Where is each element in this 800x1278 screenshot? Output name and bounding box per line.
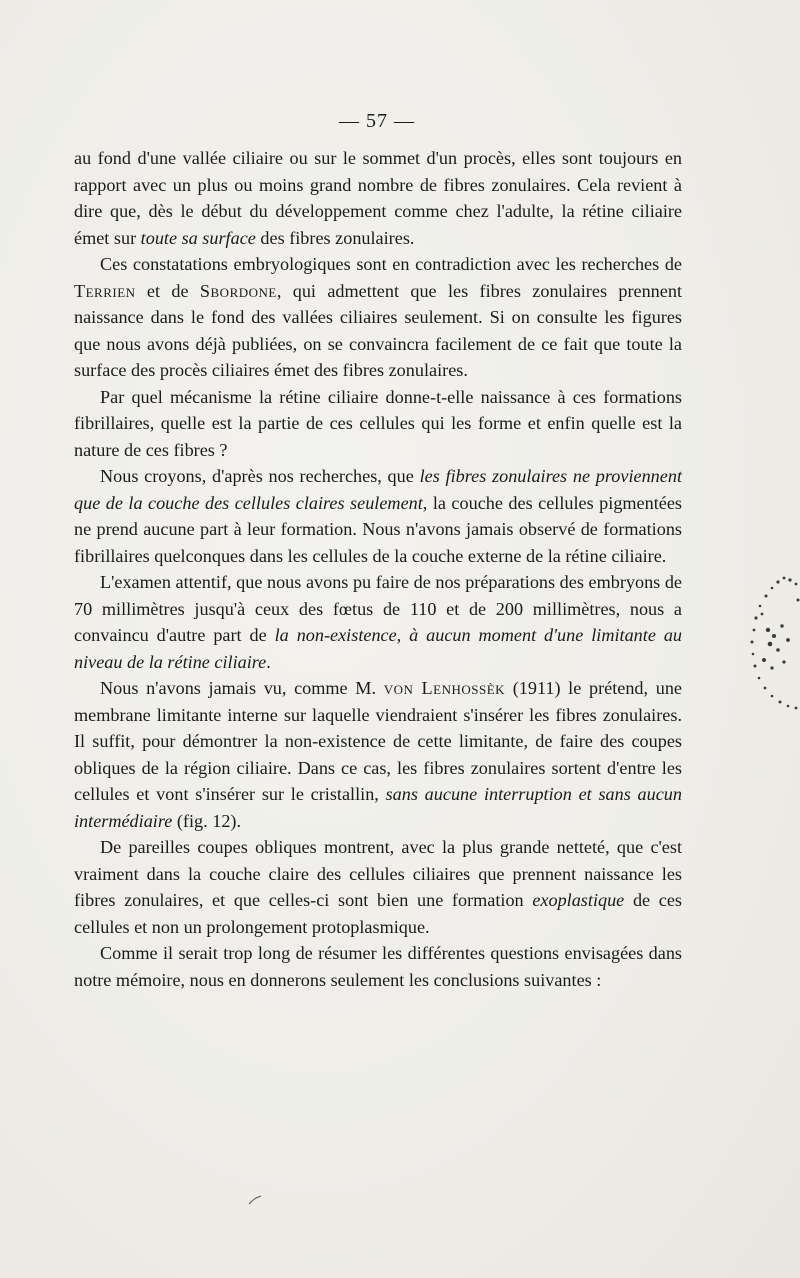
- paragraph: [74, 834, 682, 940]
- text-run: Par quel mécanisme la rétine ciliaire donne-t-elle naissance à ces formations fibrillaires, quelle est la partie de ces cellules qui les forme et enfin quelle est la nature de ces fibres ?: [74, 386, 682, 460]
- text-run: (1911) le prétend, une membrane limitante interne sur laquelle viendraient s'insérer les fibres zonulaires. Il suffit, pour démontrer la non-existence de cette limitante, de faire des coupes obliques de la région ciliaire. Dans ce cas, les fibres zonulaires sortent d'entre les cellules et vont s'insérer sur le cristallin,: [74, 678, 682, 804]
- author-name: von Lenhossèk: [383, 678, 506, 698]
- page-number: — 57 —: [339, 110, 415, 132]
- text-run: Nous n'avons jamais vu, comme M.: [100, 678, 384, 698]
- emphasis-text: exoplastique: [532, 890, 625, 910]
- paragraph: [74, 569, 682, 675]
- library-stamp: [738, 570, 800, 720]
- emphasis-text: sans aucune interruption et sans aucun intermédiaire: [74, 784, 682, 831]
- pen-mark: [248, 1195, 262, 1205]
- author-name: Sbordone: [199, 280, 277, 301]
- text-run: Comme il serait trop long de résumer les différentes questions envisagées dans notre mémoire, nous en donnerons seulement les conclusions suivantes :: [74, 943, 682, 990]
- paragraph: [74, 251, 682, 384]
- text-run: (fig. 12).: [172, 810, 242, 831]
- author-name: Terrien: [74, 280, 136, 301]
- text-run: De pareilles coupes obliques montrent, avec la plus grande netteté, que c'est vraiment dans la couche claire des cellules ciliaires que prennent naissance les fibres zonulaires, et que celles-ci sont bien une formation: [74, 837, 682, 910]
- body-text: [74, 145, 682, 993]
- text-run: , qui admettent que les fibres zonulaires prennent naissance dans le fond des vallées ciliaires seulement. Si on consulte les figures que nous avons déjà publiées, on se convaincra facilement de ce fait que toute la surface des procès ciliaires émet des fibres zonulaires.: [74, 280, 682, 380]
- text-run: .: [266, 651, 271, 672]
- text-run: L'examen attentif, que nous avons pu faire de nos préparations des embryons de 70 millimètres jusqu'à ceux des fœtus de 110 et de 200 millimètres, nous a convaincu d'autre part de: [74, 572, 682, 645]
- paragraph: [74, 675, 682, 834]
- text-run: , la couche des cellules pigmentées ne prend aucune part à leur formation. Nous n'avons jamais observé de formations fibrillaires quelconques dans les cellules de la couche externe de la rétine ciliaire.: [74, 492, 682, 566]
- emphasis-text: la non-existence, à aucun moment d'une limitante au niveau de la rétine ciliaire: [74, 625, 683, 672]
- paragraph: [74, 384, 682, 464]
- text-run: au fond d'une vallée ciliaire ou sur le sommet d'un procès, elles sont toujours en rapport avec un plus ou moins grand nombre de fibres zonulaires. Cela revient à dire que, dès le début du développement comme chez l'adulte, la rétine ciliaire émet sur: [74, 148, 682, 248]
- text-run: de ces cellules et non un prolongement protoplasmique.: [74, 890, 682, 937]
- paragraph: [74, 145, 682, 251]
- text-run: des fibres zonulaires.: [255, 227, 415, 248]
- emphasis-text: les fibres zonulaires ne proviennent que de la couche des cellules claires seulement: [74, 466, 682, 513]
- text-run: Ces constatations embryologiques sont en contradiction avec les recherches de: [100, 254, 682, 274]
- emphasis-text: toute sa surface: [140, 227, 256, 248]
- text-run: Nous croyons, d'après nos recherches, que: [100, 466, 420, 486]
- paragraph: [74, 463, 682, 569]
- paragraph: [74, 940, 682, 993]
- text-run: et de: [135, 280, 200, 301]
